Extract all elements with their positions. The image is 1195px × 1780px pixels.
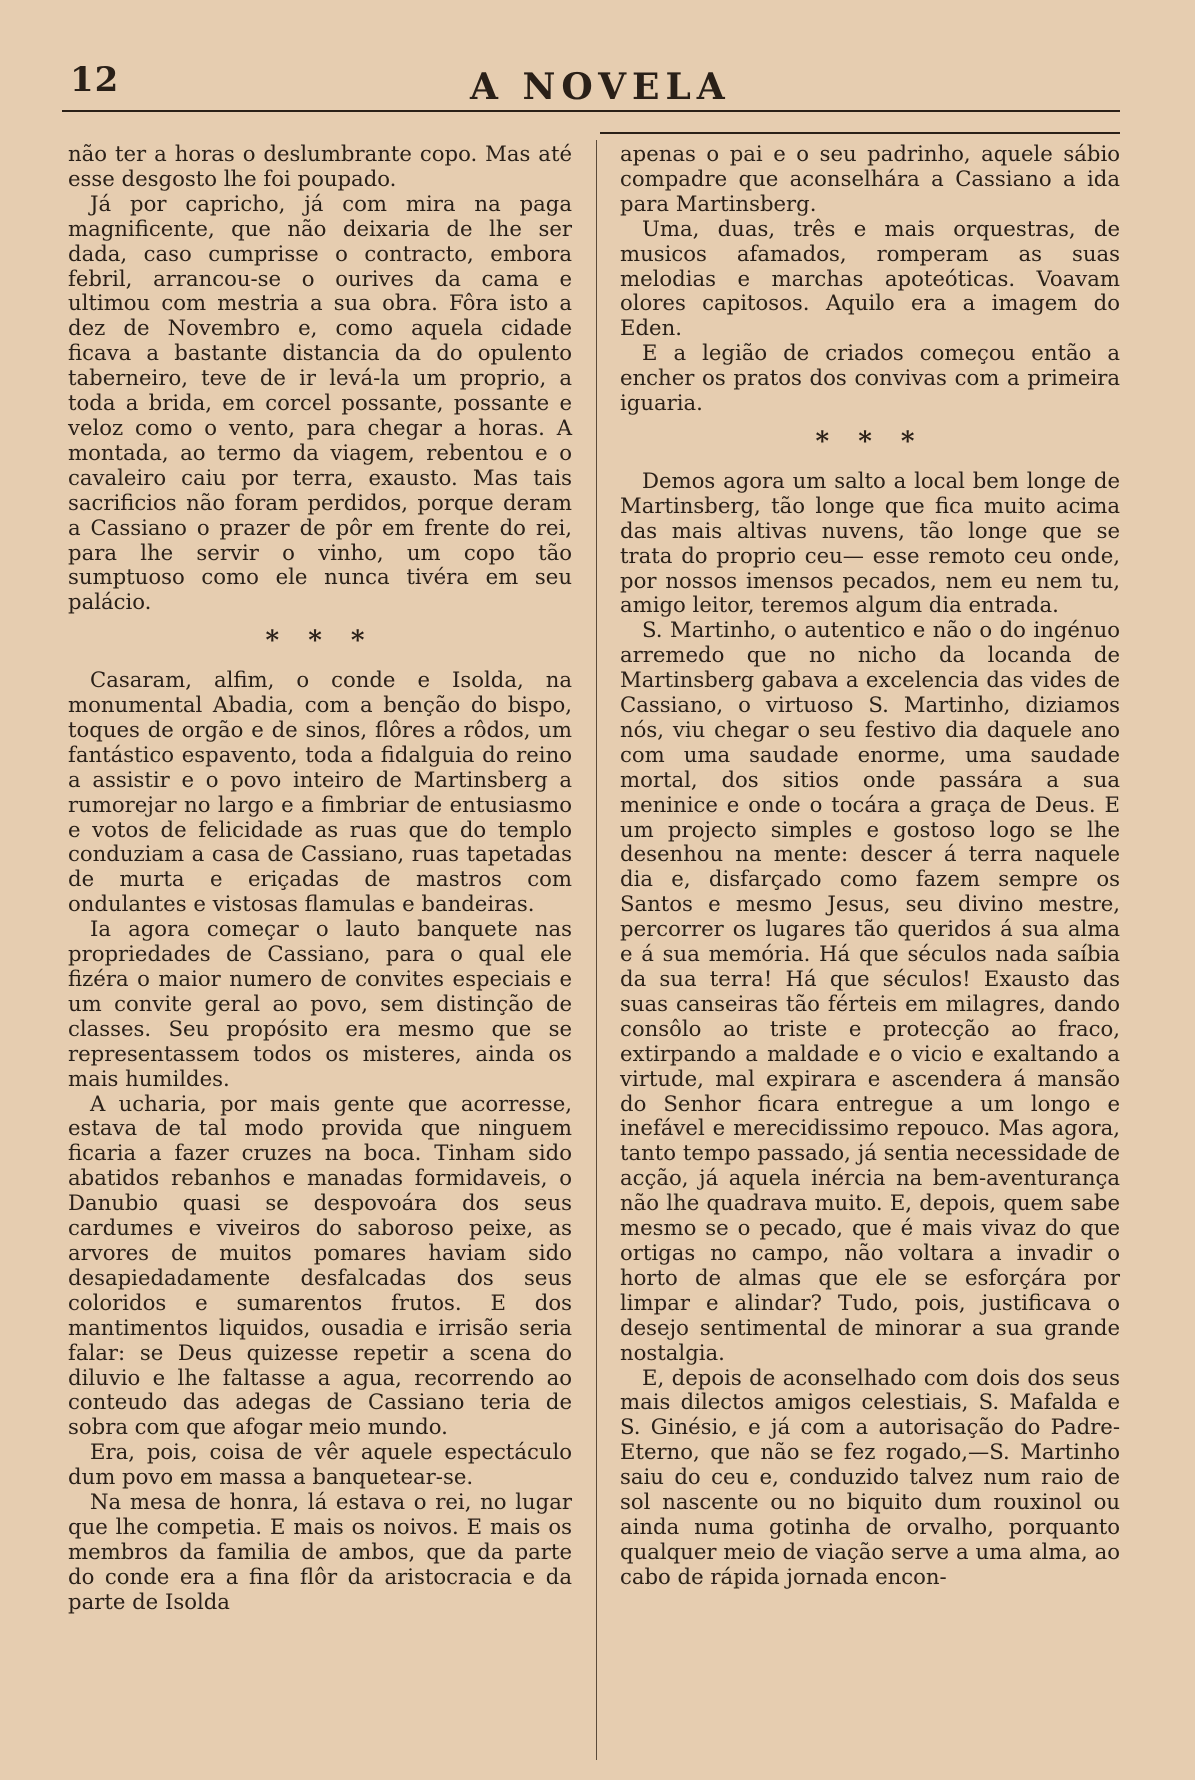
paragraph: Na mesa de honra, lá estava o rei, no lugar que lhe competia. E mais os noivos. E mais os membros da familia de ambos, que da parte do conde era a fina flôr da aristocracia e da parte de Isolda [68, 1489, 572, 1614]
paragraph: Ia agora começar o lauto banquete nas propriedades de Cassiano, para o qual ele fizéra o maior numero de convites especiais e um convite geral ao povo, sem distinção de classes. Seu propósito era mesmo que se representassem todos os misteres, ainda os mais humildes. [68, 916, 572, 1091]
paragraph: não ter a horas o deslumbrante copo. Mas até esse desgosto lhe foi poupado. [68, 141, 572, 191]
left-column [68, 142, 572, 1615]
running-title: A NOVELA [470, 66, 731, 108]
header-rule [62, 110, 1120, 112]
paragraph: apenas o pai e o seu padrinho, aquele sábio compadre que aconselhára a Cassiano a ida para Martinsberg. [620, 141, 1120, 216]
section-break: * * * [265, 626, 375, 657]
section-break: * * * [815, 426, 925, 457]
paragraph: A ucharia, por mais gente que acorresse, estava de tal modo provida que ninguem ficaria a fazer cruzes na boca. Tinham sido abatidos rebanhos e manadas formidaveis, o Danubio quasi se despovoára dos seus cardumes e viveiros do saboroso peixe, as arvores de muitos pomares haviam sido desapiedadamente desfalcadas dos seus coloridos e sumarentos frutos. E dos mantimentos liquidos, ousadia e irrisão seria falar: se Deus quizesse repetir a scena do diluvio e lhe faltasse a agua, recorrendo ao conteudo das adegas de Cassiano teria de sobra com que afogar meio mundo. [68, 1090, 572, 1440]
paragraph: Casaram, alfim, o conde e Isolda, na monumental Abadia, com a benção do bispo, toques de orgão e de sinos, flôres a rôdos, um fantástico espavento, toda a fidalguia do reino a assistir e o povo inteiro de Martinsberg a rumorejar no largo e a fimbriar de entusiasmo e votos de felicidade as ruas que do templo conduziam a casa de Cassiano, ruas tapetadas de murta e eriçadas de mastros com ondulantes e vistosas flamulas e bandeiras. [68, 667, 572, 917]
paragraph: E, depois de aconselhado com dois dos seus mais dilectos amigos celestiais, S. Mafalda e S. Ginésio, e já com a autorisação do Padre-Eterno, que não se fez rogado,—S. Martinho saiu do ceu e, conduzido talvez num raio de sol nascente ou no biquito dum rouxinol ou ainda numa gotinha de orvalho, porquanto qualquer meio de viação serve a uma alma, ao cabo de rápida jornada encon- [620, 1364, 1120, 1589]
header-rule-secondary [600, 132, 1120, 134]
column-divider [596, 140, 597, 1760]
page-number: 12 [70, 60, 120, 100]
paragraph: Uma, duas, três e mais orquestras, de musicos afamados, romperam as suas melodias e marchas apoteóticas. Voavam olores capitosos. Aquilo era a imagem do Eden. [620, 215, 1120, 341]
right-column [620, 142, 1120, 1590]
paragraph: E a legião de criados começou então a encher os pratos dos convivas com a primeira iguaria. [620, 340, 1120, 416]
paragraph: S. Martinho, o autentico e não o do ingénuo arremedo que no nicho da locanda de Martinsberg gabava a excelencia das vides de Cassiano, o virtuoso S. Martinho, diziamos nós, viu chegar o seu festivo dia daquele ano com uma saudade enorme, uma saudade mortal, dos sitios onde passára a sua meninice e onde o tocára a graça de Deus. E um projecto simples e gostoso logo se lhe desenhou na mente: descer á terra naquele dia e, disfarçado como fazem sempre os Santos e mesmo Jesus, seu divino mestre, percorrer os lugares tão queridos á sua alma e á sua memória. Há que séculos nada saíbia da sua terra! Há que séculos! Exausto das suas canseiras tão férteis em milagres, dando consôlo ao triste e protecção ao fraco, extirpando a maldade e o vicio e exaltando a virtude, mal expirara e ascendera á mansão do Senhor ficara entregue a um longo e inefável e merecidissimo repouco. Mas agora, tanto tempo passado, já sentia necessidade de acção, já aquela inércia na bem-aventurança não lhe quadrava muito. E, depois, quem sabe mesmo se o pecado, que é mais vivaz do que ortigas no campo, não voltara a invadir o horto de almas que ele se esforçára por limpar e alindar? Tudo, pois, justificava o desejo sentimental de minorar a sua grande nostalgia. [620, 617, 1120, 1365]
paragraph: Era, pois, coisa de vêr aquele espectáculo dum povo em massa a banquetear-se. [68, 1439, 572, 1490]
paragraph: Demos agora um salto a local bem longe de Martinsberg, tão longe que fica muito acima das mais altivas nuvens, tão longe que se trata do proprio ceu— esse remoto ceu onde, por nossos imensos pecados, nem eu nem tu, amigo leitor, teremos algum dia entrada. [620, 467, 1120, 618]
paragraph: Já por capricho, já com mira na paga magnificente, que não deixaria de lhe ser dada, caso cumprisse o contracto, embora febril, arrancou-se o ourives da cama e ultimou com mestria a sua obra. Fôra isto a dez de Novembro e, como aquela cidade ficava a bastante distancia da do opulento taberneiro, teve de ir levá-la um proprio, a toda a brida, em corcel possante, possante e veloz como o vento, para chegar a horas. A montada, ao termo da viagem, rebentou e o cavaleiro caiu por terra, exausto. Mas tais sacrificios não foram perdidos, porque deram a Cassiano o prazer de pôr em frente do rei, para lhe servir o vinho, um copo tão sumptuoso como ele nunca tivéra em seu palácio. [68, 190, 572, 615]
